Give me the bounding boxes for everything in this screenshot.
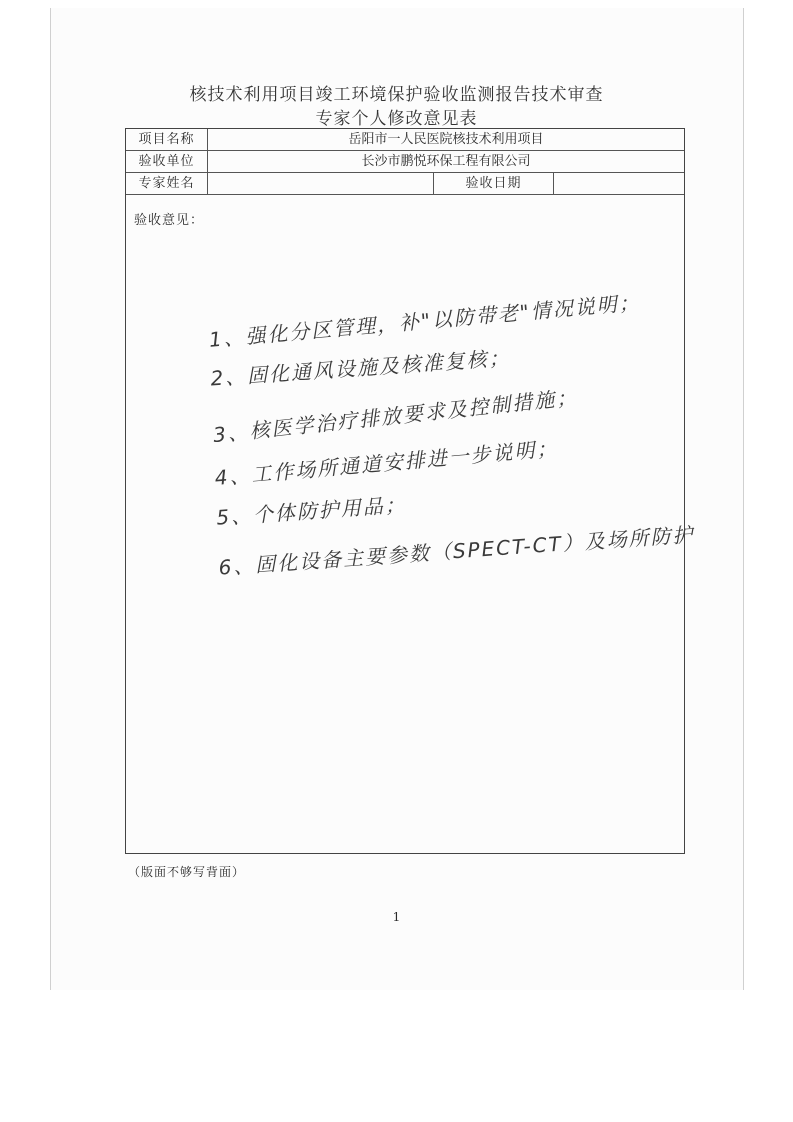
acceptance-unit-label: 验收单位 xyxy=(126,151,208,172)
acceptance-date-label: 验收日期 xyxy=(434,173,554,194)
expert-name-field xyxy=(208,173,434,194)
handwritten-opinion-4: 4、工作场所通道安排进一步说明； xyxy=(213,436,560,490)
opinion-label: 验收意见： xyxy=(134,213,205,228)
footnote: （版面不够写背面） xyxy=(128,865,246,879)
acceptance-unit-value: 长沙市鹏悦环保工程有限公司 xyxy=(361,154,531,169)
acceptance-unit-row xyxy=(126,151,684,173)
page-number: 1 xyxy=(392,910,401,924)
handwritten-opinion-6: 6、固化设备主要参数（SPECT-CT）及场所防护 xyxy=(217,522,696,580)
handwritten-opinion-1: 1、强化分区管理，补"以防带老"情况说明； xyxy=(207,290,642,352)
document-subtitle: 专家个人修改意见表 xyxy=(315,109,478,129)
acceptance-date-field xyxy=(554,173,684,194)
expert-date-row xyxy=(126,173,684,195)
handwritten-opinion-5: 5、个体防护用品； xyxy=(215,492,408,530)
project-name-row xyxy=(126,129,684,151)
expert-name-label: 专家姓名 xyxy=(126,173,208,194)
handwritten-opinion-3: 3、核医学治疗排放要求及控制措施； xyxy=(211,384,580,448)
document-title: 核技术利用项目竣工环境保护验收监测报告技术审查 xyxy=(189,85,604,105)
handwritten-opinion-2: 2、固化通风设施及核准复核； xyxy=(209,345,512,391)
project-name-value: 岳阳市一人民医院核技术利用项目 xyxy=(348,132,544,147)
project-name-label: 项目名称 xyxy=(126,129,208,150)
